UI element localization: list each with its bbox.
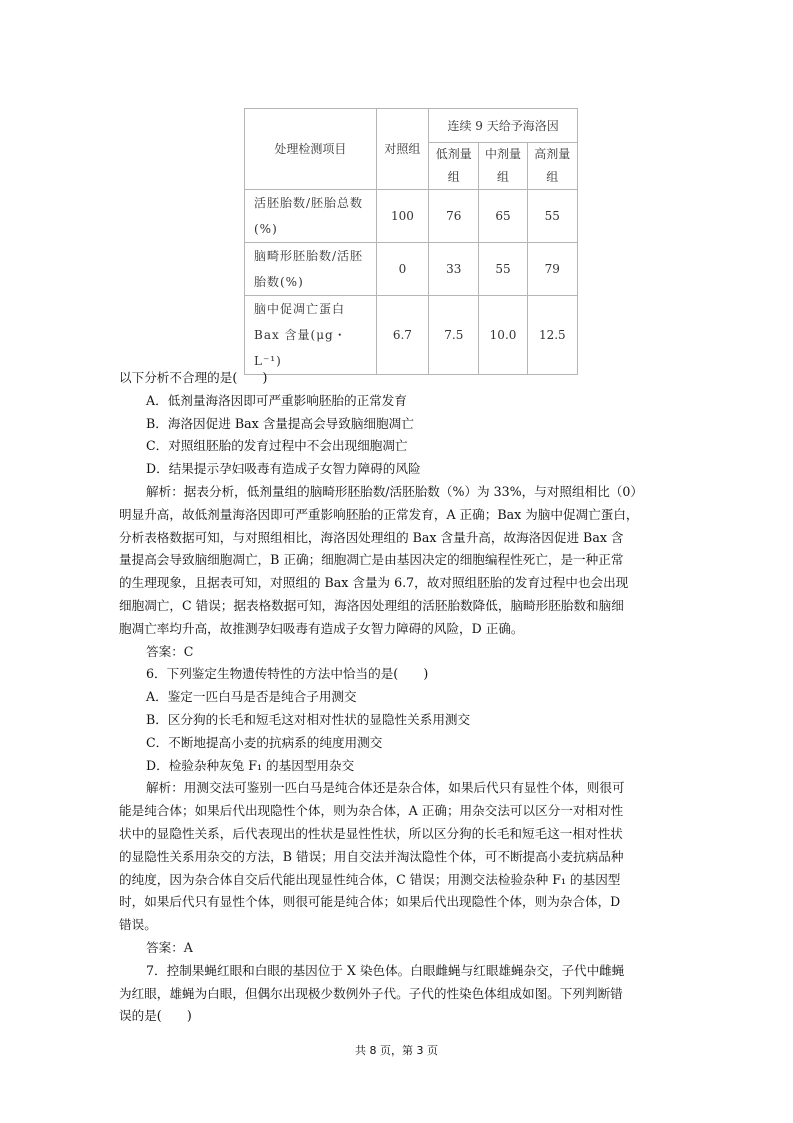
question-6-option-c: C．不断地提高小麦的抗病系的纯度用测交 [146,734,383,750]
table-header-item: 处理检测项目 [245,109,377,190]
experiment-data-table [244,108,578,375]
table-header-mid: 中剂量组 [479,143,527,190]
cell-low: 76 [429,190,479,243]
cell-high: 12.5 [527,296,577,375]
question-7-line: 误的是( ) [119,1008,192,1024]
cell-control: 100 [376,190,428,243]
question-5-stem: 以下分析不合理的是( ) [119,370,268,385]
question-6-answer: 答案：A [146,939,193,955]
cell-low: 7.5 [429,296,479,375]
question-5-option-b: B．海洛因促进 Bax 含量提高会导致脑细胞凋亡 [146,415,414,431]
cell-mid: 55 [479,243,527,296]
question-5-analysis-line: 胞凋亡率均升高，故推测孕妇吸毒有造成子女智力障碍的风险，D 正确。 [119,620,524,636]
cell-high: 55 [527,190,577,243]
row-label: 脑畸形胚胎数/活胚胎数(%) [245,243,377,296]
question-5-analysis-line: 的生理现象，且据表可知，对照组的 Bax 含量为 6.7，故对照组胚胎的发育过程中也会出现 [119,575,629,591]
question-5-option-a: A．低剂量海洛因即可严重影响胚胎的正常发育 [146,392,407,408]
question-5-option-c: C．对照组胚胎的发育过程中不会出现细胞凋亡 [146,438,408,454]
cell-control: 0 [376,243,428,296]
table-header-high: 高剂量组 [527,143,577,190]
question-5-analysis-line: 细胞凋亡，C 错误；据表格数据可知，海洛因处理组的活胚胎数降低，脑畸形胚胎数和脑细 [119,597,624,613]
cell-control: 6.7 [376,296,428,375]
question-7-line: 为红眼，雄蝇为白眼，但偶尔出现极少数例外子代。子代的性染色体组成如图。下列判断错 [119,985,623,1001]
table-header-group: 连续 9 天给予海洛因 [429,109,578,143]
question-6-analysis-line: 时，如果后代只有显性个体，则很可能是纯合体；如果后代出现隐性个体，则为杂合体，D [119,894,621,910]
table-row [245,190,578,243]
question-6-analysis-line: 状中的显隐性关系，后代表现出的性状是显性性状，所以区分狗的长毛和短毛这一相对性状 [119,825,623,841]
row-label: 活胚胎数/胚胎总数(%) [245,190,377,243]
question-6-analysis-line: 的显隐性关系用杂交的方法，B 错误；用自交法并淘汰隐性个体，可不断提高小麦抗病品种 [119,848,624,864]
question-7-line: 7．控制果蝇红眼和白眼的基因位于 X 染色体。白眼雌蝇与红眼雄蝇杂交，子代中雌蝇 [146,962,625,978]
table-row [245,243,578,296]
cell-high: 79 [527,243,577,296]
row-label: 脑中促凋亡蛋白 Bax 含量(μg・L⁻¹) [245,296,377,375]
question-6-option-d: D．检验杂种灰兔 F₁ 的基因型用杂交 [146,757,355,773]
question-6-stem: 6．下列鉴定生物遗传特性的方法中恰当的是( ) [146,666,429,682]
question-5-analysis-line: 分析表格数据可知，与对照组相比，海洛因处理组的 Bax 含量升高，故海洛因促进 Bax 含 [119,529,624,545]
table-row [245,296,578,375]
cell-mid: 65 [479,190,527,243]
question-6-option-b: B．区分狗的长毛和短毛这对相对性状的显隐性关系用测交 [146,711,471,727]
page-footer: 共 8 页，第 3 页 [355,1044,438,1057]
cell-low: 33 [429,243,479,296]
question-6-analysis-line: 能是纯合体；如果后代出现隐性个体，则为杂合体，A 正确；用杂交法可以区分一对相对性 [119,803,624,819]
question-6-analysis-line: 错误。 [119,917,157,933]
question-5-option-d: D．结果提示孕妇吸毒有造成子女智力障碍的风险 [146,461,421,477]
question-6-analysis-line: 解析：用测交法可鉴别一匹白马是纯合体还是杂合体，如果后代只有显性个体，则很可 [146,780,625,796]
question-5-analysis-line: 明显升高，故低剂量海洛因即可严重影响胚胎的正常发育，A 正确；Bax 为脑中促凋亡蛋白， [119,506,639,522]
table-header-control: 对照组 [376,109,428,190]
cell-mid: 10.0 [479,296,527,375]
question-5-analysis-line: 量提高会导致脑细胞凋亡，B 正确；细胞凋亡是由基因决定的细胞编程性死亡，是一种正常 [119,552,624,568]
table-header-low: 低剂量组 [429,143,479,190]
question-5-answer: 答案：C [146,643,194,659]
question-6-option-a: A．鉴定一匹白马是否是纯合子用测交 [146,689,357,705]
question-text [119,367,686,1028]
question-6-analysis-line: 的纯度，因为杂合体自交后代能出现显性纯合体，C 错误；用测交法检验杂种 F₁ 的基因型 [119,871,621,887]
question-5-analysis-line: 解析：据表分析，低剂量组的脑畸形胚胎数/活胚胎数（%）为 33%，与对照组相比（0） [146,483,643,499]
